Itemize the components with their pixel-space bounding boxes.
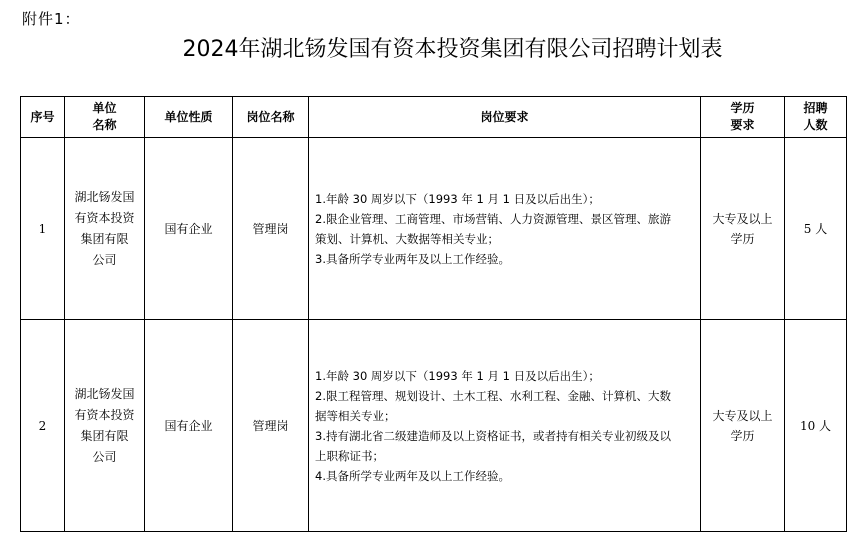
row-org-nature: 国有企业: [145, 320, 233, 532]
header-education: 学历 要求: [701, 97, 785, 138]
table-row: [21, 320, 847, 532]
table-row: [21, 138, 847, 320]
row-count: 5 人: [785, 138, 847, 320]
header-count: 招聘 人数: [785, 97, 847, 138]
row-org-name: 湖北钖发国 有资本投资 集团有限 公司: [65, 138, 145, 320]
table-header-row: [21, 97, 847, 138]
row-education: 大专及以上 学历: [701, 138, 785, 320]
header-org-nature: 单位性质: [145, 97, 233, 138]
row-requirements: 1.年龄 30 周岁以下（1993 年 1 月 1 日及以后出生）； 2.限企业管理、工商管理、市场营销、人力资源管理、景区管理、旅游 策划、计算机、大数据等相关专业； 3.具备所学专业两年及以上工作经验。: [309, 138, 701, 320]
header-position: 岗位名称: [233, 97, 309, 138]
row-serial: 1: [21, 138, 65, 320]
recruitment-plan-table: [20, 96, 847, 532]
header-requirements: 岗位要求: [309, 97, 701, 138]
row-org-nature: 国有企业: [145, 138, 233, 320]
row-education: 大专及以上 学历: [701, 320, 785, 532]
row-serial: 2: [21, 320, 65, 532]
header-org-name: 单位 名称: [65, 97, 145, 138]
attachment-label: 附件1：: [22, 10, 81, 28]
row-position: 管理岗: [233, 138, 309, 320]
header-serial: 序号: [21, 97, 65, 138]
row-requirements: 1.年龄 30 周岁以下（1993 年 1 月 1 日及以后出生）； 2.限工程管理、规划设计、土木工程、水利工程、金融、计算机、大数 据等相关专业； 3.持有湖北省二级建造师及以上资格证书，或者持有相关专业初级及以 上职称证书； 4.具备所学专业两年及以上工作经验。: [309, 320, 701, 532]
page-title: 2024年湖北钖发国有资本投资集团有限公司招聘计划表: [182, 37, 723, 62]
row-count: 10 人: [785, 320, 847, 532]
row-org-name: 湖北钖发国 有资本投资 集团有限 公司: [65, 320, 145, 532]
row-position: 管理岗: [233, 320, 309, 532]
